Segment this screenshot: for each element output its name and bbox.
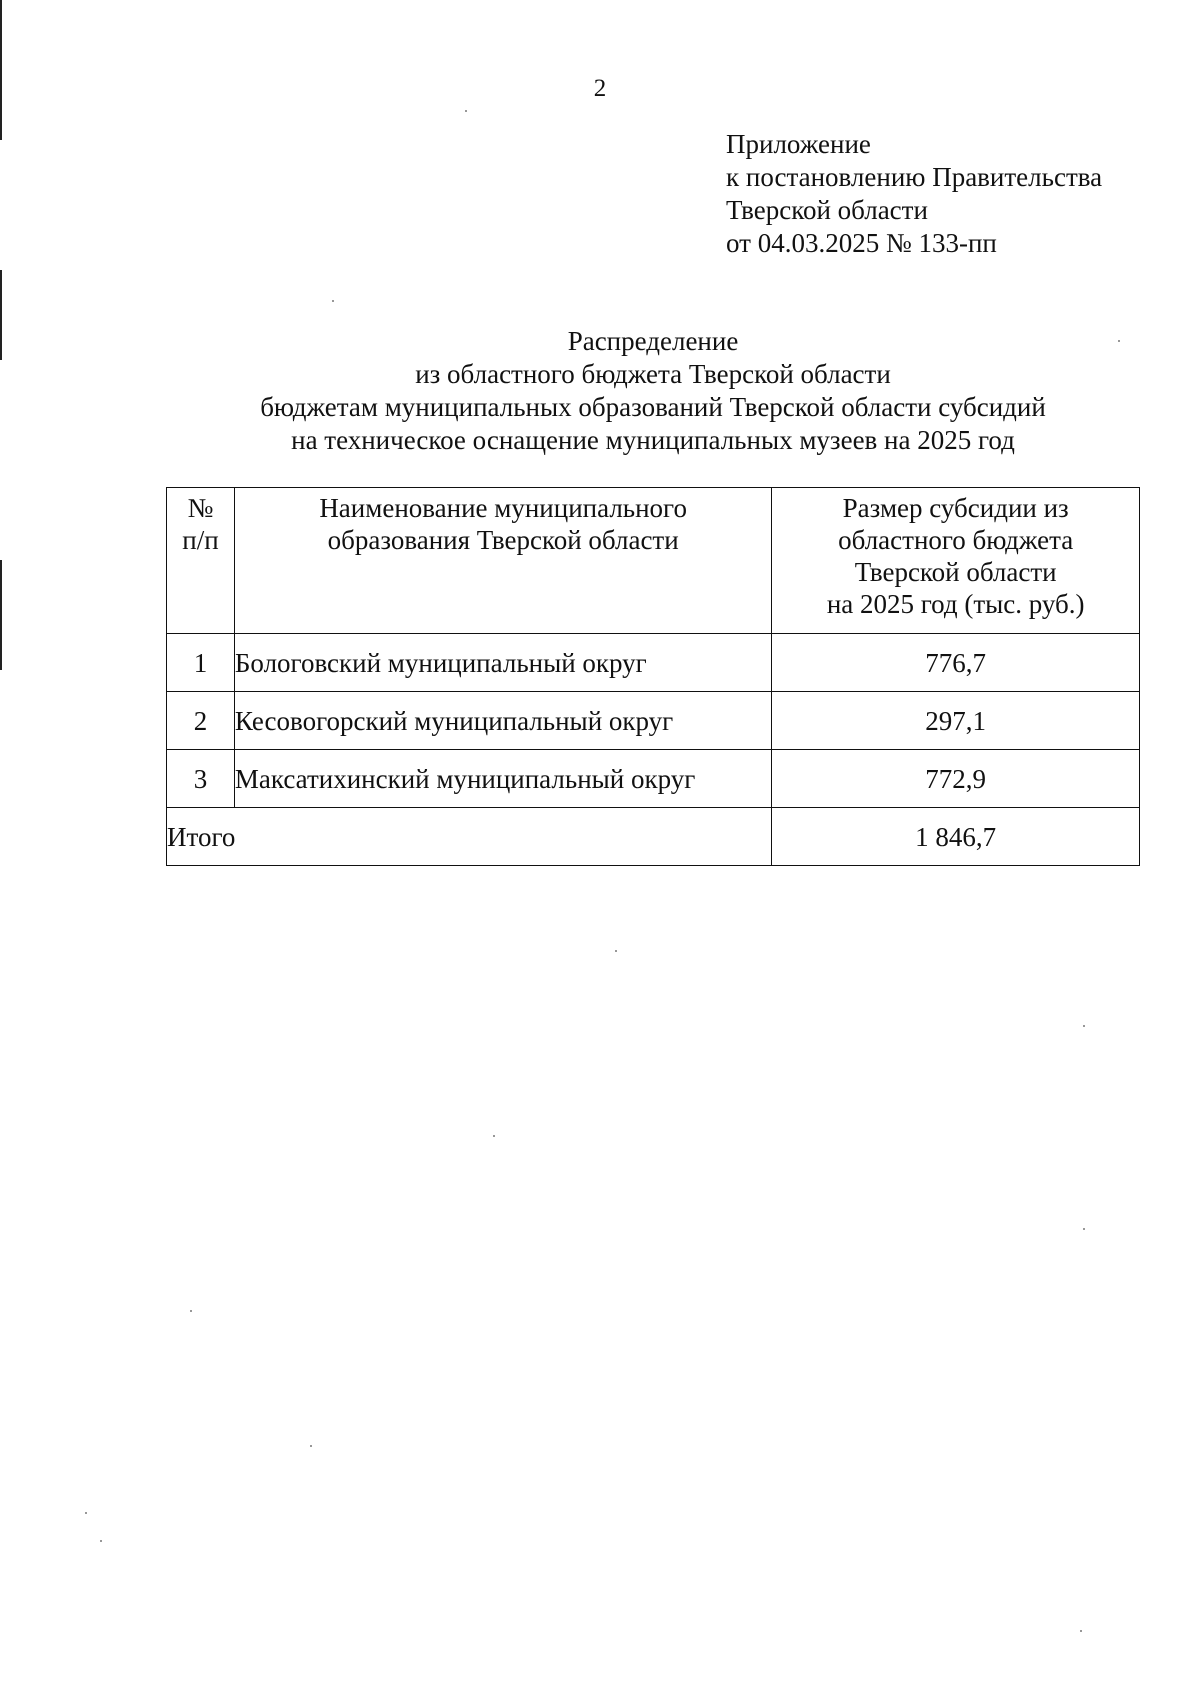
scan-speck: [493, 1135, 495, 1137]
total-amount: 1 846,7: [772, 808, 1140, 866]
subsidy-table: [166, 487, 1140, 866]
header-name-line: Наименование муниципального: [319, 493, 687, 523]
appendix-line: от 04.03.2025 № 133-пп: [726, 228, 997, 258]
scan-speck: [310, 1445, 312, 1447]
row-name: Кесовогорский муниципальный округ: [234, 692, 771, 750]
header-num: [167, 488, 235, 634]
row-amount: 776,7: [772, 634, 1140, 692]
page-number: 2: [593, 75, 607, 102]
scan-speck: [465, 110, 467, 112]
title-line: из областного бюджета Тверской области: [415, 359, 891, 389]
appendix-block: [726, 128, 1102, 260]
document-title: [0, 325, 1200, 457]
scan-speck: [85, 1512, 87, 1514]
scan-edge-mark: [0, 0, 2, 140]
header-amount-line: Тверской области: [854, 557, 1057, 587]
appendix-line: Приложение: [726, 129, 871, 159]
total-row: [167, 808, 1140, 866]
table-row: [167, 634, 1140, 692]
header-amount: [772, 488, 1140, 634]
title-line: на техническое оснащение муниципальных музеев на 2025 год: [291, 425, 1015, 455]
header-name-line: образования Тверской области: [327, 525, 679, 555]
scan-speck: [332, 300, 334, 302]
header-num-line: п/п: [182, 525, 219, 555]
title-line: бюджетам муниципальных образований Тверской области субсидий: [260, 392, 1046, 422]
scan-speck: [1083, 1228, 1085, 1230]
scan-speck: [1118, 340, 1120, 342]
table-header-row: [167, 488, 1140, 634]
title-line: Распределение: [567, 326, 739, 356]
scan-edge-mark: [0, 560, 2, 670]
scan-speck: [1083, 1025, 1085, 1027]
scan-edge-mark: [0, 270, 2, 360]
table-row: [167, 750, 1140, 808]
scan-speck: [190, 1310, 192, 1312]
header-amount-line: областного бюджета: [838, 525, 1074, 555]
row-amount: 297,1: [772, 692, 1140, 750]
row-name: Бологовский муниципальный округ: [234, 634, 771, 692]
appendix-line: к постановлению Правительства: [726, 162, 1103, 192]
row-amount: 772,9: [772, 750, 1140, 808]
header-amount-line: на 2025 год (тыс. руб.): [826, 589, 1085, 619]
appendix-line: Тверской области: [726, 195, 928, 225]
scan-speck: [615, 950, 617, 952]
scan-speck: [100, 1540, 102, 1542]
header-amount-line: Размер субсидии из: [842, 493, 1069, 523]
header-num-line: №: [187, 493, 214, 523]
header-name: [234, 488, 771, 634]
total-label: Итого: [167, 808, 772, 866]
row-num: 3: [167, 750, 235, 808]
row-name: Максатихинский муниципальный округ: [234, 750, 771, 808]
scan-speck: [1080, 1630, 1082, 1632]
row-num: 1: [167, 634, 235, 692]
table-row: [167, 692, 1140, 750]
row-num: 2: [167, 692, 235, 750]
